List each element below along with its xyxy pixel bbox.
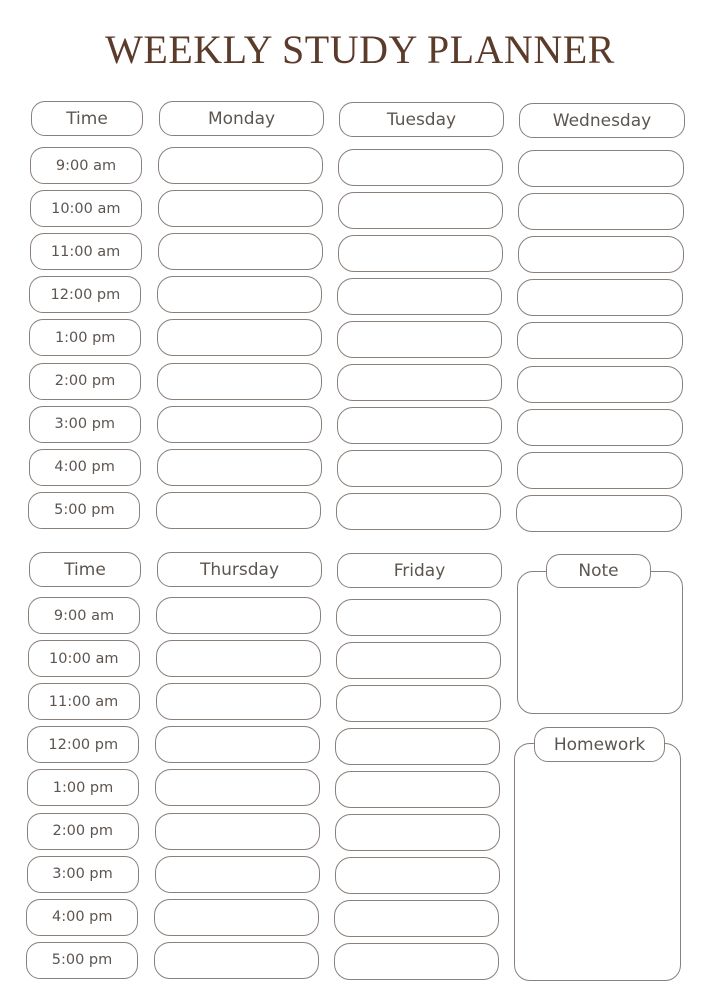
slot-tuesday-8[interactable] <box>336 493 501 530</box>
slot-thursday-5[interactable] <box>155 813 320 850</box>
note-box[interactable] <box>517 571 683 714</box>
slot-wednesday-5[interactable] <box>517 366 683 403</box>
slot-monday-8[interactable] <box>156 492 321 529</box>
time-slot-label: 4:00 pm <box>29 449 141 486</box>
slot-thursday-6[interactable] <box>155 856 320 893</box>
day-header-monday: Monday <box>159 101 324 136</box>
slot-wednesday-1[interactable] <box>518 193 684 230</box>
slot-tuesday-1[interactable] <box>338 192 503 229</box>
time-slot-label: 3:00 pm <box>27 856 139 893</box>
slot-tuesday-6[interactable] <box>337 407 502 444</box>
slot-wednesday-2[interactable] <box>518 236 684 273</box>
day-header-friday: Friday <box>337 553 502 588</box>
slot-friday-7[interactable] <box>334 900 499 937</box>
time-slot-label: 12:00 pm <box>27 726 139 763</box>
slot-monday-0[interactable] <box>158 147 323 184</box>
time-slot-label: 5:00 pm <box>26 942 138 979</box>
slot-friday-3[interactable] <box>335 728 500 765</box>
slot-tuesday-5[interactable] <box>337 364 502 401</box>
slot-monday-3[interactable] <box>157 276 322 313</box>
page-title: WEEKLY STUDY PLANNER <box>105 27 615 72</box>
time-slot-label: 1:00 pm <box>29 319 141 356</box>
day-header-tuesday: Tuesday <box>339 102 504 137</box>
time-header-bottom: Time <box>29 552 141 587</box>
slot-thursday-7[interactable] <box>154 899 319 936</box>
slot-wednesday-3[interactable] <box>517 279 683 316</box>
slot-wednesday-6[interactable] <box>517 409 683 446</box>
slot-friday-2[interactable] <box>336 685 501 722</box>
slot-thursday-8[interactable] <box>154 942 319 979</box>
slot-monday-1[interactable] <box>158 190 323 227</box>
time-slot-label: 11:00 am <box>28 683 140 720</box>
slot-friday-5[interactable] <box>335 814 500 851</box>
day-header-wednesday: Wednesday <box>519 103 685 138</box>
slot-monday-6[interactable] <box>157 406 322 443</box>
time-slot-label: 2:00 pm <box>27 813 139 850</box>
slot-tuesday-2[interactable] <box>338 235 503 272</box>
time-slot-label: 10:00 am <box>28 640 140 677</box>
slot-monday-5[interactable] <box>157 363 322 400</box>
slot-friday-0[interactable] <box>336 599 501 636</box>
slot-friday-8[interactable] <box>334 943 499 980</box>
time-slot-label: 1:00 pm <box>27 769 139 806</box>
slot-thursday-0[interactable] <box>156 597 321 634</box>
slot-thursday-4[interactable] <box>155 769 320 806</box>
slot-monday-4[interactable] <box>157 319 322 356</box>
slot-wednesday-0[interactable] <box>518 150 684 187</box>
slot-monday-2[interactable] <box>158 233 323 270</box>
slot-tuesday-3[interactable] <box>337 278 502 315</box>
slot-wednesday-7[interactable] <box>517 452 683 489</box>
slot-tuesday-7[interactable] <box>337 450 502 487</box>
time-slot-label: 10:00 am <box>30 190 142 227</box>
slot-thursday-3[interactable] <box>155 726 320 763</box>
slot-tuesday-0[interactable] <box>338 149 503 186</box>
slot-friday-1[interactable] <box>336 642 501 679</box>
slot-tuesday-4[interactable] <box>337 321 502 358</box>
slot-monday-7[interactable] <box>157 449 322 486</box>
slot-wednesday-4[interactable] <box>517 322 683 359</box>
time-slot-label: 12:00 pm <box>29 276 141 313</box>
homework-label: Homework <box>534 727 665 762</box>
day-header-thursday: Thursday <box>157 552 322 587</box>
slot-friday-4[interactable] <box>335 771 500 808</box>
slot-friday-6[interactable] <box>335 857 500 894</box>
time-slot-label: 9:00 am <box>28 597 140 634</box>
slot-wednesday-8[interactable] <box>516 495 682 532</box>
time-slot-label: 5:00 pm <box>28 492 140 529</box>
time-slot-label: 11:00 am <box>30 233 142 270</box>
time-slot-label: 4:00 pm <box>26 899 138 936</box>
time-slot-label: 2:00 pm <box>29 363 141 400</box>
time-header: Time <box>31 101 143 136</box>
slot-thursday-1[interactable] <box>156 640 321 677</box>
note-label: Note <box>546 554 651 588</box>
slot-thursday-2[interactable] <box>156 683 321 720</box>
time-slot-label: 9:00 am <box>30 147 142 184</box>
homework-box[interactable] <box>514 743 681 981</box>
time-slot-label: 3:00 pm <box>29 406 141 443</box>
